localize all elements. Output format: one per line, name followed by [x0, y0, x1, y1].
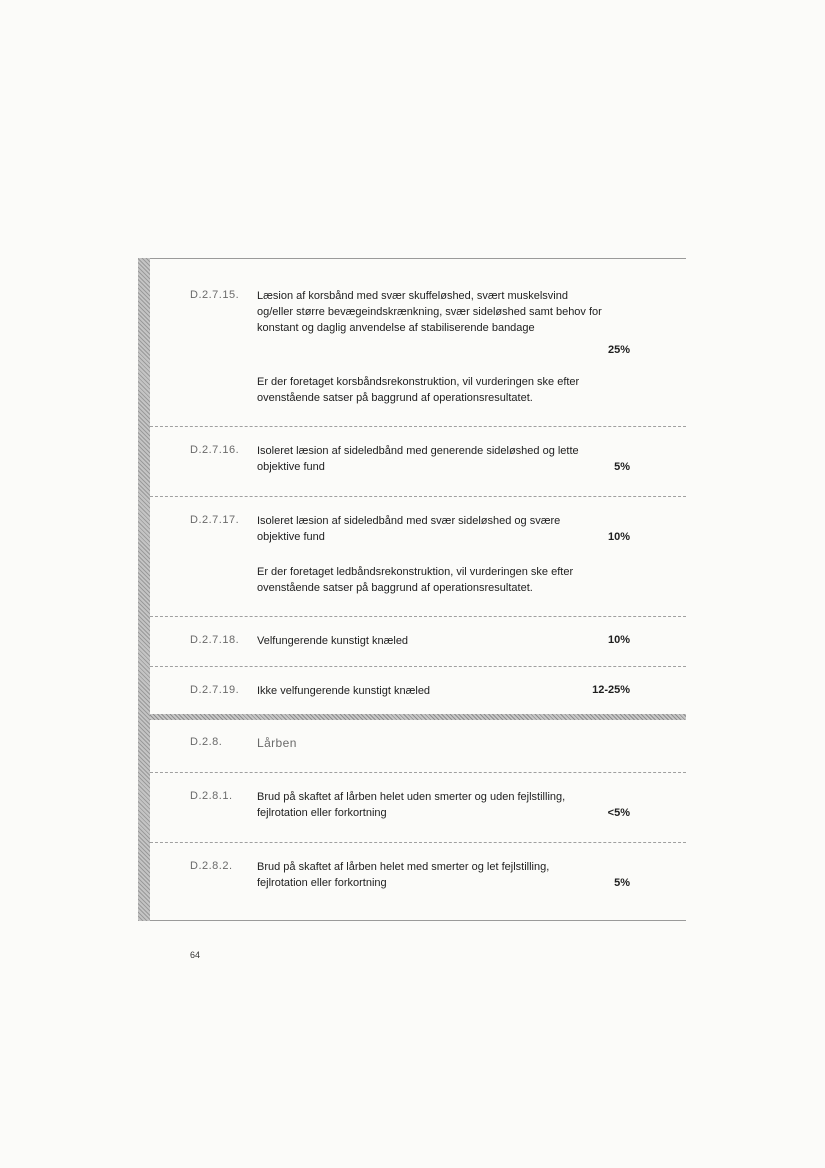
section-title: Lårben [257, 736, 297, 750]
row-percent: 10% [607, 634, 630, 646]
row-description: Brud på skaftet af lårben helet med smerter og let fejlstilling, fejlrotation eller forkortning [257, 861, 550, 889]
table-row [150, 842, 686, 920]
row-description: Ikke velfungerende kunstigt knæled [257, 685, 431, 697]
page-number: 64 [190, 950, 201, 960]
row-description: Brud på skaftet af lårben helet uden smerter og uden fejlstilling, fejlrotation eller forkortning [257, 791, 566, 819]
table-row [150, 666, 686, 716]
table-bottom-rule [150, 920, 686, 921]
row-code: D.2.7.19. [190, 684, 240, 696]
table-row [150, 426, 686, 496]
row-description: Isoleret læsion af sideledbånd med generende sideløshed og lette objektive fund [257, 445, 579, 473]
row-percent: <5% [607, 807, 630, 819]
row-percent: 10% [607, 531, 630, 543]
row-note: Er der foretaget ledbåndsrekonstruktion, vil vurderingen ske efter ovenstående satser på baggrund af operationsresultatet. [257, 566, 574, 594]
table-row [150, 616, 686, 666]
table-row [150, 772, 686, 842]
row-code: D.2.7.16. [190, 444, 240, 456]
rating-table [138, 258, 686, 921]
row-code: D.2.8.2. [190, 860, 233, 872]
row-percent: 25% [607, 344, 630, 356]
row-percent: 5% [614, 461, 630, 473]
section-heading [150, 720, 686, 772]
table-row [150, 496, 686, 616]
row-note: Er der foretaget korsbåndsrekonstruktion, vil vurderingen ske efter ovenstående satser på baggrund af operationsresultatet. [257, 376, 580, 404]
row-description: Isoleret læsion af sideledbånd med svær sideløshed og svære objektive fund [257, 515, 561, 543]
row-code: D.2.8.1. [190, 790, 233, 802]
row-code: D.2.7.17. [190, 514, 240, 526]
row-percent: 5% [614, 877, 630, 889]
row-description: Læsion af korsbånd med svær skuffeløshed, svært muskelsvind og/eller større bevægeindskrænkning, svær sideløshed samt behov for konstant og daglig anvendelse af stabiliserende bandage [257, 290, 602, 334]
row-description: Velfungerende kunstigt knæled [257, 635, 409, 647]
row-code: D.2.7.15. [190, 289, 240, 301]
table-left-stripe [138, 258, 150, 921]
row-code: D.2.7.18. [190, 634, 240, 646]
row-percent: 12-25% [592, 684, 630, 696]
table-row [150, 258, 686, 426]
section-code: D.2.8. [190, 736, 223, 748]
